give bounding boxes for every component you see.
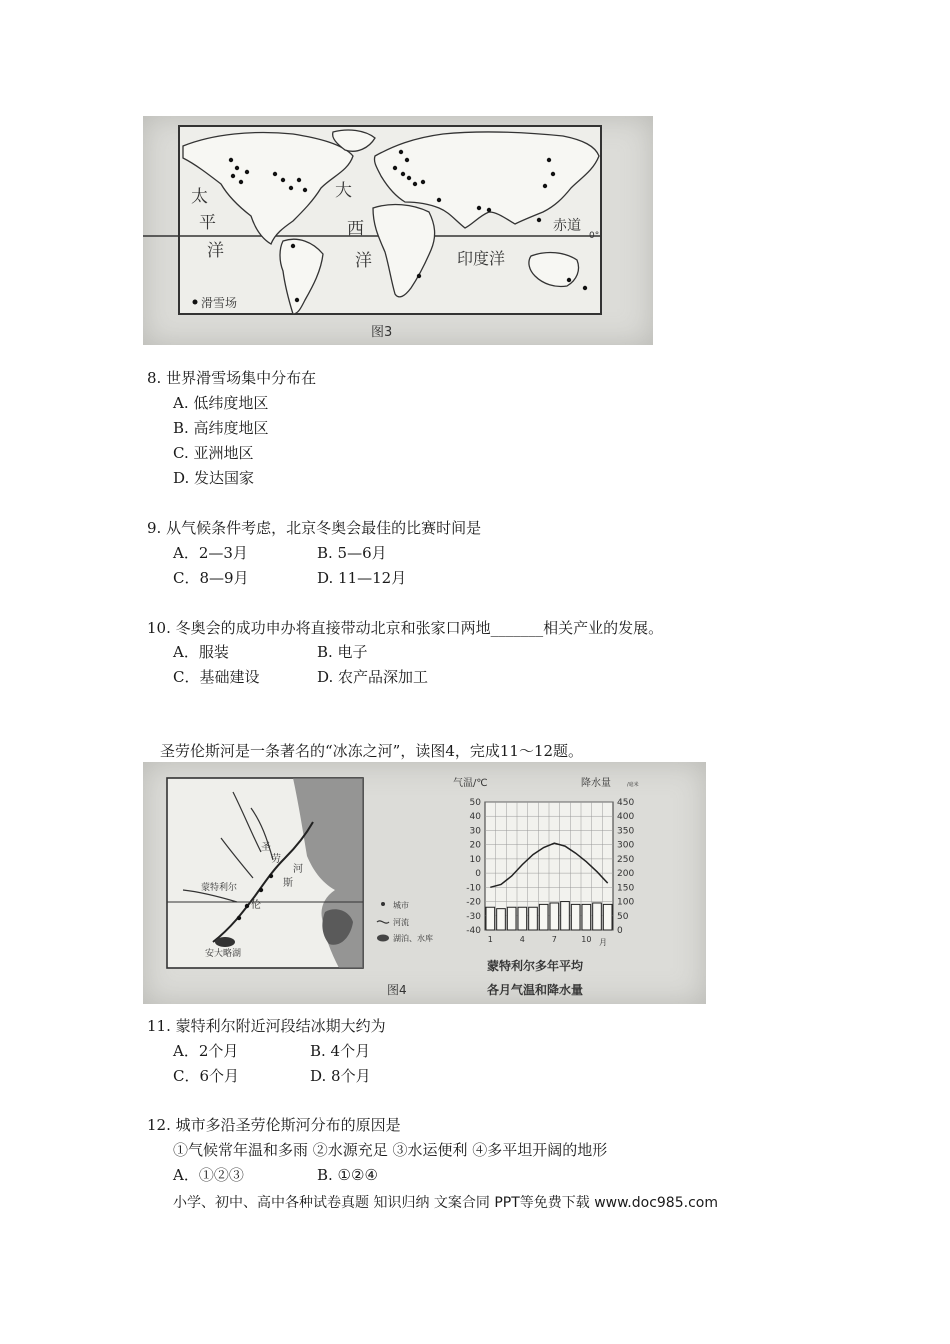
label-indian: 印度洋 xyxy=(457,249,506,268)
x-tick-label: 1 xyxy=(487,935,493,944)
question-10-option-b: B. 电子 xyxy=(317,643,368,661)
x-tick-label: 4 xyxy=(519,935,525,944)
legend-dot xyxy=(193,300,198,305)
label-river-5: 河 xyxy=(293,864,303,875)
label-river-3: 伦 xyxy=(251,900,261,911)
legend-ski: 滑雪场 xyxy=(201,296,238,310)
temp-tick-label: 20 xyxy=(469,840,481,851)
x-tick-label: 7 xyxy=(551,935,557,944)
figure4-photo xyxy=(143,762,706,1004)
precip-unit: /毫米 xyxy=(627,782,639,788)
precip-bar xyxy=(497,909,506,930)
question-11-option-a: A．2个月 xyxy=(173,1042,239,1060)
question-10-option-a: A．服装 xyxy=(173,643,229,661)
question-10-option-d: D. 农产品深加工 xyxy=(317,668,429,686)
temp-tick-label: 0 xyxy=(475,869,481,880)
label-pacific-3: 洋 xyxy=(207,241,224,261)
precip-bar xyxy=(561,902,570,930)
temp-tick-label: -20 xyxy=(466,897,481,908)
label-equator-degree: 0° xyxy=(589,231,600,241)
precip-tick-label: 300 xyxy=(617,840,635,851)
precip-bar xyxy=(603,904,612,930)
legend-river-line xyxy=(377,921,389,923)
x-tick-label: 10 xyxy=(581,935,592,944)
temp-tick-label: -10 xyxy=(466,883,481,894)
figure4-svg xyxy=(143,762,706,1004)
question-12-option-a: A．①②③ xyxy=(173,1166,244,1184)
precip-tick-label: 450 xyxy=(617,798,635,808)
label-river-4: 斯 xyxy=(283,878,293,889)
question-9-stem: 9. 从气候条件考虑，北京冬奥会最佳的比赛时间是 xyxy=(147,519,482,537)
chart-title-2: 各月气温和降水量 xyxy=(487,983,584,997)
label-atlantic-1: 大 xyxy=(335,181,352,201)
precip-bar xyxy=(550,903,559,930)
temp-tick-label: -30 xyxy=(466,911,481,922)
precip-axis-label: 降水量 xyxy=(581,778,611,789)
precip-bar xyxy=(486,907,495,930)
precip-tick-label: 150 xyxy=(617,883,635,894)
question-9-option-c: C．8—9月 xyxy=(173,569,249,587)
label-lake-ontario: 安大略湖 xyxy=(205,949,242,959)
question-8-option-b: B. 高纬度地区 xyxy=(173,419,269,437)
temp-tick-label: -40 xyxy=(466,926,481,936)
precip-bar xyxy=(529,907,538,930)
question-12-statements: ①气候常年温和多雨 ②水源充足 ③水运便利 ④多平坦开阔的地形 xyxy=(173,1141,608,1159)
question-9-option-d: D. 11—12月 xyxy=(317,569,407,587)
precip-bar xyxy=(571,904,580,930)
label-atlantic-2: 西 xyxy=(347,219,364,239)
precip-tick-label: 0 xyxy=(617,926,623,936)
temp-ticks xyxy=(466,798,481,936)
intro-11-12: 圣劳伦斯河是一条著名的“冰冻之河”，读图4，完成11～12题。 xyxy=(160,742,584,760)
legend-lake: 湖泊、水库 xyxy=(393,934,433,943)
label-montreal: 蒙特利尔 xyxy=(201,883,238,893)
legend-city-dot xyxy=(381,902,385,906)
question-11-option-d: D. 8个月 xyxy=(310,1067,371,1085)
question-8-option-a: A. 低纬度地区 xyxy=(173,394,269,412)
temp-axis-label: 气温/℃ xyxy=(453,778,488,789)
label-pacific-1: 太 xyxy=(191,187,208,207)
precip-bar xyxy=(518,907,527,930)
lake-ontario-shape xyxy=(215,937,235,947)
question-10-stem: 10. 冬奥会的成功申办将直接带动北京和张家口两地_______相关产业的发展。 xyxy=(147,619,664,637)
footer-text: 小学、初中、高中各种试卷真题 知识归纳 文案合同 PPT等免费下载 www.doc985.com xyxy=(173,1195,718,1211)
question-8-stem: 8. 世界滑雪场集中分布在 xyxy=(147,369,317,387)
precip-tick-label: 250 xyxy=(617,854,635,865)
precip-tick-label: 100 xyxy=(617,897,635,908)
label-atlantic-3: 洋 xyxy=(355,251,372,271)
legend-lake-shape xyxy=(377,935,389,942)
question-12-stem: 12. 城市多沿圣劳伦斯河分布的原因是 xyxy=(147,1116,401,1134)
legend-river: 河流 xyxy=(393,918,409,927)
legend-city: 城市 xyxy=(393,901,409,910)
temp-tick-label: 40 xyxy=(469,812,481,823)
precip-bar xyxy=(582,904,591,930)
temp-tick-label: 50 xyxy=(469,798,481,808)
chart-title-1: 蒙特利尔多年平均 xyxy=(487,959,584,973)
question-11-option-b: B. 4个月 xyxy=(310,1042,371,1060)
month-unit: 月 xyxy=(599,938,607,947)
figure3-photo xyxy=(143,116,653,345)
question-9-option-a: A．2—3月 xyxy=(173,544,248,562)
figure3-caption: 图3 xyxy=(371,325,393,340)
precip-tick-label: 350 xyxy=(617,826,635,837)
label-pacific-2: 平 xyxy=(199,213,216,233)
precip-tick-label: 50 xyxy=(617,911,629,922)
question-11-stem: 11. 蒙特利尔附近河段结冰期大约为 xyxy=(147,1017,386,1035)
precip-bar xyxy=(593,903,602,930)
figure4-caption: 图4 xyxy=(387,983,407,997)
question-10-option-c: C．基础建设 xyxy=(173,668,260,686)
label-river-1: 圣 xyxy=(261,842,271,853)
precip-bar xyxy=(539,904,548,930)
label-equator: 赤道 xyxy=(553,218,581,234)
precip-tick-label: 200 xyxy=(617,869,635,880)
world-map xyxy=(143,116,653,345)
precip-bar xyxy=(507,907,516,930)
question-8-option-c: C. 亚洲地区 xyxy=(173,444,254,462)
question-9-option-b: B. 5—6月 xyxy=(317,544,387,562)
temp-tick-label: 10 xyxy=(469,854,481,865)
x-ticks xyxy=(488,935,592,944)
question-11-option-c: C．6个月 xyxy=(173,1067,240,1085)
precip-ticks xyxy=(617,798,634,936)
label-river-2: 劳 xyxy=(271,854,281,865)
question-12-option-b: B. ①②④ xyxy=(317,1166,378,1184)
temp-tick-label: 30 xyxy=(469,826,481,837)
question-8-option-d: D. 发达国家 xyxy=(173,469,255,487)
precip-tick-label: 400 xyxy=(617,812,635,823)
